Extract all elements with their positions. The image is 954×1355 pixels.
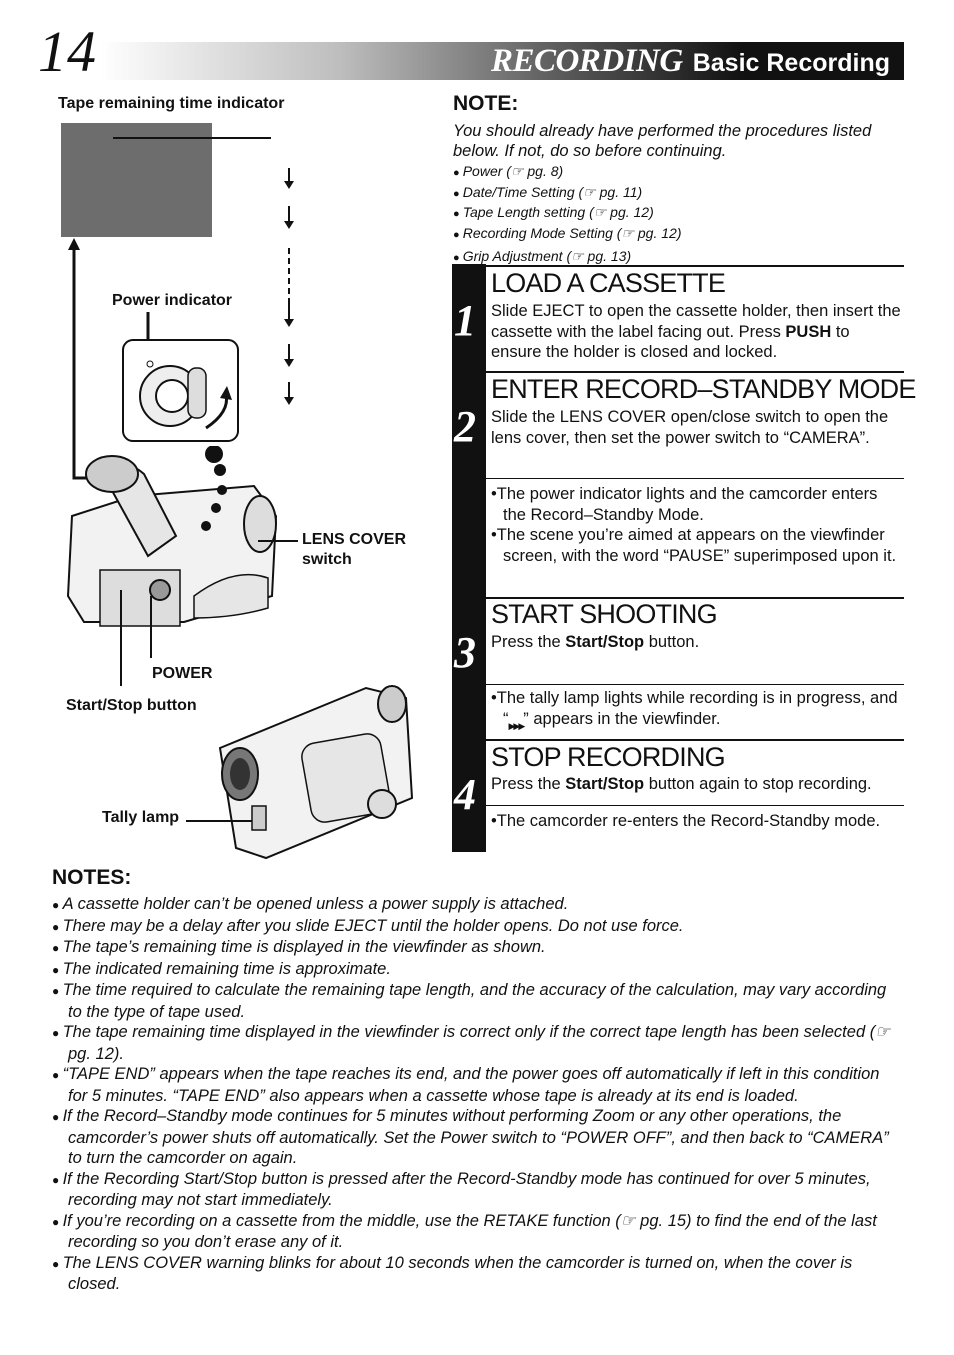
divider	[486, 739, 904, 741]
tally-lamp-leader	[186, 820, 252, 822]
step-3-body-text: Press the	[491, 633, 566, 651]
notes-item: ● A cassette holder can’t be opened unless a power supply is attached.	[52, 894, 902, 916]
sequence-arrow	[288, 382, 290, 398]
divider	[486, 478, 904, 479]
start-stop-keyword: Start/Stop	[565, 633, 645, 651]
divider	[486, 684, 904, 685]
note-list-item: ● Recording Mode Setting (☞ pg. 12)	[453, 224, 913, 245]
divider	[486, 265, 904, 267]
power-label: POWER	[152, 665, 213, 682]
sequence-dashed-line	[288, 248, 290, 304]
sequence-arrow	[288, 206, 290, 222]
notes-item: ● The tape’s remaining time is displayed in the viewfinder as shown.	[52, 937, 902, 959]
start-stop-label: Start/Stop button	[66, 697, 197, 714]
note-list-item: ● Power (☞ pg. 8)	[453, 162, 913, 183]
divider	[486, 805, 904, 806]
power-indicator-label: Power indicator	[112, 292, 233, 309]
page-number: 14	[38, 19, 96, 84]
camcorder-front-view	[216, 678, 416, 864]
power-switch-inset	[120, 312, 242, 444]
tape-indicator-label: Tape remaining time indicator	[58, 95, 285, 112]
camcorder-side-view	[64, 446, 296, 642]
step-3-bullets	[491, 688, 903, 736]
step-2-bullet: • The scene you’re aimed at appears on the viewfinder screen, with the word “PAUSE” superimposed upon it.	[491, 525, 903, 566]
step-4-number: 4	[454, 770, 476, 819]
notes-item: ● The time required to calculate the remaining tape length, and the accuracy of the calculation, may vary according to the type of tape used.	[52, 980, 902, 1022]
section-subtitle: Basic Recording	[692, 49, 890, 77]
step-3-number: 3	[454, 628, 476, 677]
step-2-number: 2	[454, 402, 476, 451]
sequence-arrow	[288, 304, 290, 320]
notes-item: ● If the Record–Standby mode continues for 5 minutes without performing Zoom or any other operations, the camcorder’s power shuts off automatically. Set the Power switch to “POWER OFF”, and then back to “CAMERA” to turn the camcorder on again.	[52, 1106, 902, 1169]
notes-item: ● “TAPE END” appears when the tape reaches its end, and the power goes off automatically if left in this condition for 5 minutes. “TAPE END” also appears when a cassette whose tape is already at its end is loaded.	[52, 1064, 902, 1106]
step-2-bullet: • The power indicator lights and the camcorder enters the Record–Standby Mode.	[491, 484, 903, 525]
step-3-bullet-text-end: ” appears in the viewfinder.	[523, 709, 721, 728]
push-keyword: PUSH	[785, 322, 832, 341]
step-2-bullets	[491, 484, 903, 566]
step-3-title: START SHOOTING	[491, 599, 717, 629]
note-list-item: ● Grip Adjustment (☞ pg. 13)	[453, 247, 913, 268]
section-title: RECORDING	[491, 43, 683, 79]
step-1-body-text-end: to ensure the holder is closed and locked.	[491, 322, 850, 361]
lens-cover-label-line2: switch	[302, 551, 352, 568]
note-list-item: ● Tape Length setting (☞ pg. 12)	[453, 203, 913, 224]
step-4-body-text: Press the	[491, 775, 566, 793]
notes-item: ● The indicated remaining time is approximate.	[52, 959, 902, 981]
sequence-arrow	[288, 344, 290, 360]
power-leader	[150, 596, 152, 658]
step-3-bullet-text: The tally lamp lights while recording is in progress, and “	[496, 689, 898, 728]
play-glyph-icon: ▶▶▶	[508, 720, 524, 731]
step-4-bullet: • The camcorder re-enters the Record-Standby mode.	[491, 811, 903, 832]
step-4-body-text-end: button again to stop recording.	[644, 775, 872, 793]
start-stop-leader	[120, 590, 122, 686]
tally-lamp-label: Tally lamp	[102, 809, 180, 826]
step-number-bar	[452, 264, 486, 852]
viewfinder-screen	[61, 123, 212, 237]
notes-heading: NOTES:	[52, 866, 132, 889]
step-2-title: ENTER RECORD–STANDBY MODE	[491, 374, 916, 404]
notes-item: ● The tape remaining time displayed in the viewfinder is correct only if the correct tape length has been selected (☞ pg. 12).	[52, 1022, 902, 1064]
sequence-arrow	[288, 168, 290, 182]
section-header	[491, 42, 890, 80]
step-3-bullet	[491, 688, 903, 736]
notes-list	[52, 894, 902, 1295]
note-list-item: ● Date/Time Setting (☞ pg. 11)	[453, 183, 913, 204]
lens-cover-label-line1: LENS COVER	[302, 531, 407, 548]
note-heading: NOTE:	[453, 92, 519, 115]
note-text: You should already have performed the procedures listed below. If not, do so before continuing.	[453, 122, 872, 160]
start-stop-keyword: Start/Stop	[565, 775, 645, 793]
step-1-title: LOAD A CASSETTE	[491, 268, 726, 298]
lens-cover-leader	[258, 540, 298, 542]
notes-item: ● The LENS COVER warning blinks for about 10 seconds when the camcorder is turned on, when the cover is closed.	[52, 1253, 902, 1295]
step-4-body	[491, 774, 903, 795]
step-1-number: 1	[454, 296, 476, 345]
step-4-bullets	[491, 811, 903, 832]
notes-item: ● If you’re recording on a cassette from the middle, use the RETAKE function (☞ pg. 15) to find the end of the last recording so you don’t erase any of it.	[52, 1211, 902, 1253]
note-list	[453, 162, 913, 268]
notes-item: ● If the Recording Start/Stop button is pressed after the Record-Standby mode has continued for over 5 minutes, recording may not start immediately.	[52, 1169, 902, 1211]
divider	[486, 371, 904, 373]
step-1-body-text: Slide EJECT to open the cassette holder, then insert the cassette with the label facing out. Press	[491, 302, 901, 341]
step-1-body	[491, 301, 903, 363]
step-3-body	[491, 632, 903, 653]
step-4-title: STOP RECORDING	[491, 742, 725, 772]
step-3-body-text-end: button.	[644, 633, 700, 651]
lens-cover-label	[302, 530, 406, 570]
indicator-pointer-line	[113, 137, 271, 139]
notes-item: ● There may be a delay after you slide EJECT until the holder opens. Do not use force.	[52, 916, 902, 938]
step-2-body: Slide the LENS COVER open/close switch to open the lens cover, then set the power switch to “CAMERA”.	[491, 408, 889, 447]
